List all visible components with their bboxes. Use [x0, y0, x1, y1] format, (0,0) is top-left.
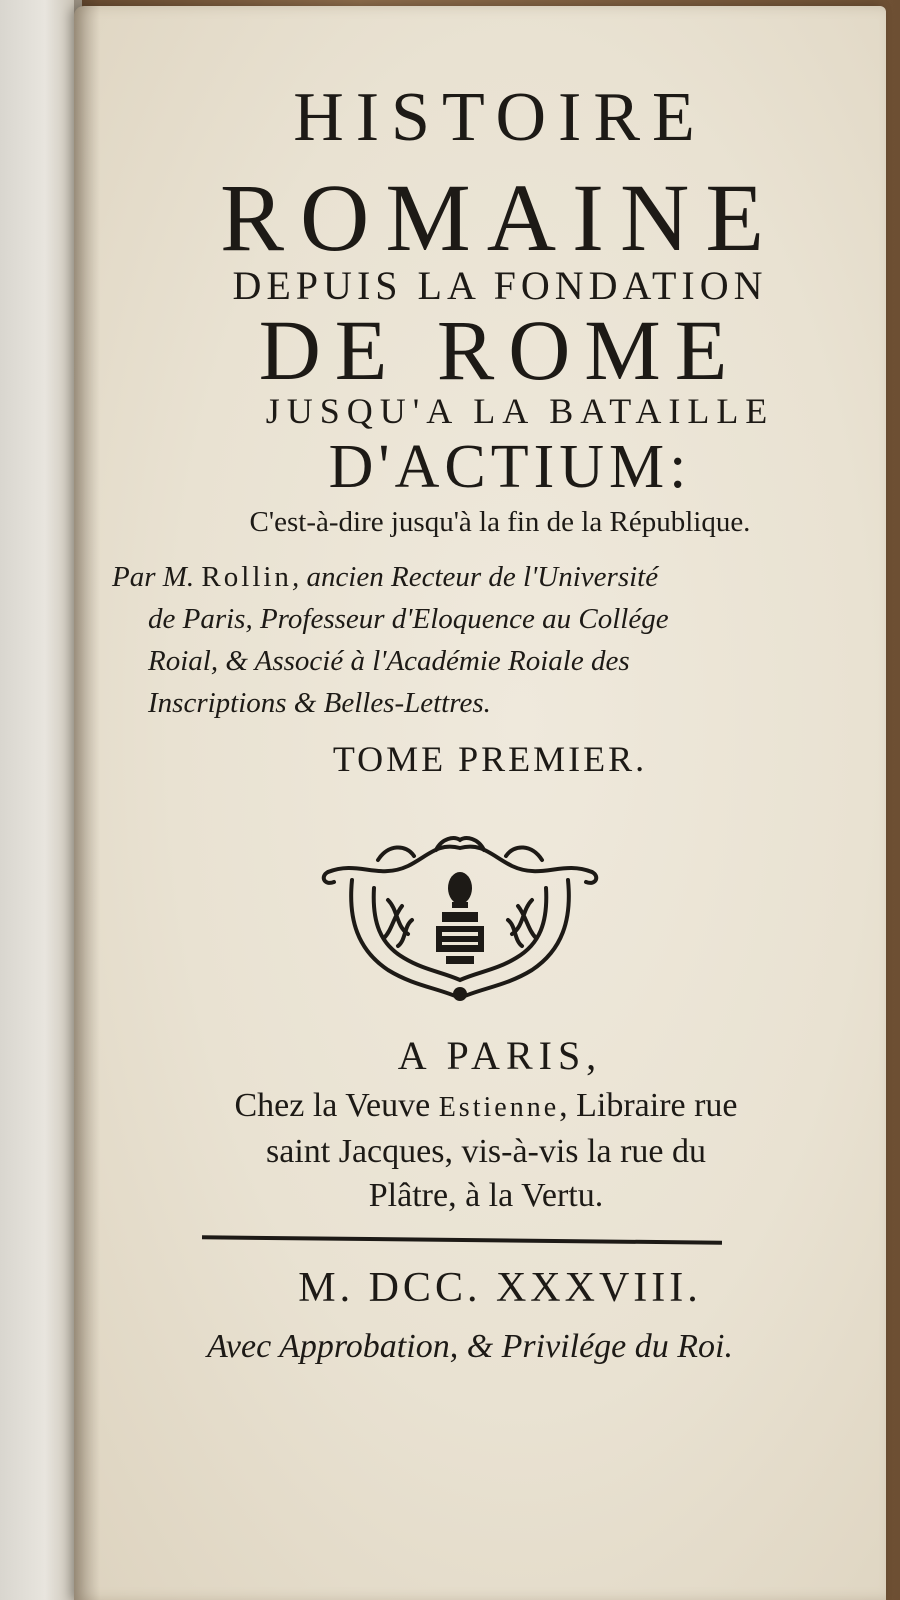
- publisher-name: Estienne: [438, 1092, 560, 1123]
- author-paragraph: [112, 556, 872, 724]
- volume-label: TOME PREMIER.: [332, 739, 648, 779]
- subtitle-depuis: DEPUIS LA FONDATION: [232, 263, 768, 308]
- author-line-1: [112, 556, 872, 598]
- subtitle-jusqua: JUSQU'A LA BATAILLE: [265, 391, 775, 431]
- imprint-line-1-a: Chez la Veuve: [234, 1087, 439, 1124]
- imprint-line-2: saint Jacques, vis-à-vis la rue du: [266, 1133, 706, 1170]
- printers-ornament-icon: [318, 830, 602, 1006]
- privilege-line: Avec Approbation, & Privilége du Roi.: [207, 1328, 733, 1365]
- subtitle-actium: D'ACTIUM:: [328, 433, 692, 501]
- imprint-line-3: Plâtre, à la Vertu.: [368, 1177, 604, 1214]
- title-histoire: HISTOIRE: [293, 79, 707, 156]
- author-name: Rollin: [201, 561, 292, 593]
- subtitle-de-rome: DE ROME: [258, 302, 742, 398]
- author-line-4: Inscriptions & Belles-Lettres.: [148, 687, 491, 719]
- title-romaine: ROMAINE: [220, 164, 780, 271]
- subtitle-republique: C'est-à-dire jusqu'à la fin de la République.: [249, 506, 751, 538]
- imprint-line-1-b: , Libraire rue: [559, 1087, 738, 1124]
- publication-date: M. DCC. XXXVIII.: [298, 1265, 702, 1311]
- author-line-1-rest: , ancien Recteur de l'Université: [291, 561, 659, 593]
- imprint-city: A PARIS,: [397, 1033, 603, 1078]
- author-line-3: Roial, & Associé à l'Académie Roiale des: [148, 645, 630, 677]
- facing-page: [0, 0, 82, 1600]
- gutter-shadow: [74, 0, 100, 1600]
- author-line-2: de Paris, Professeur d'Eloquence au Collége: [148, 603, 669, 635]
- author-prefix: Par M.: [112, 561, 202, 593]
- imprint-paragraph: [96, 1084, 876, 1218]
- imprint-line-1: [96, 1084, 876, 1130]
